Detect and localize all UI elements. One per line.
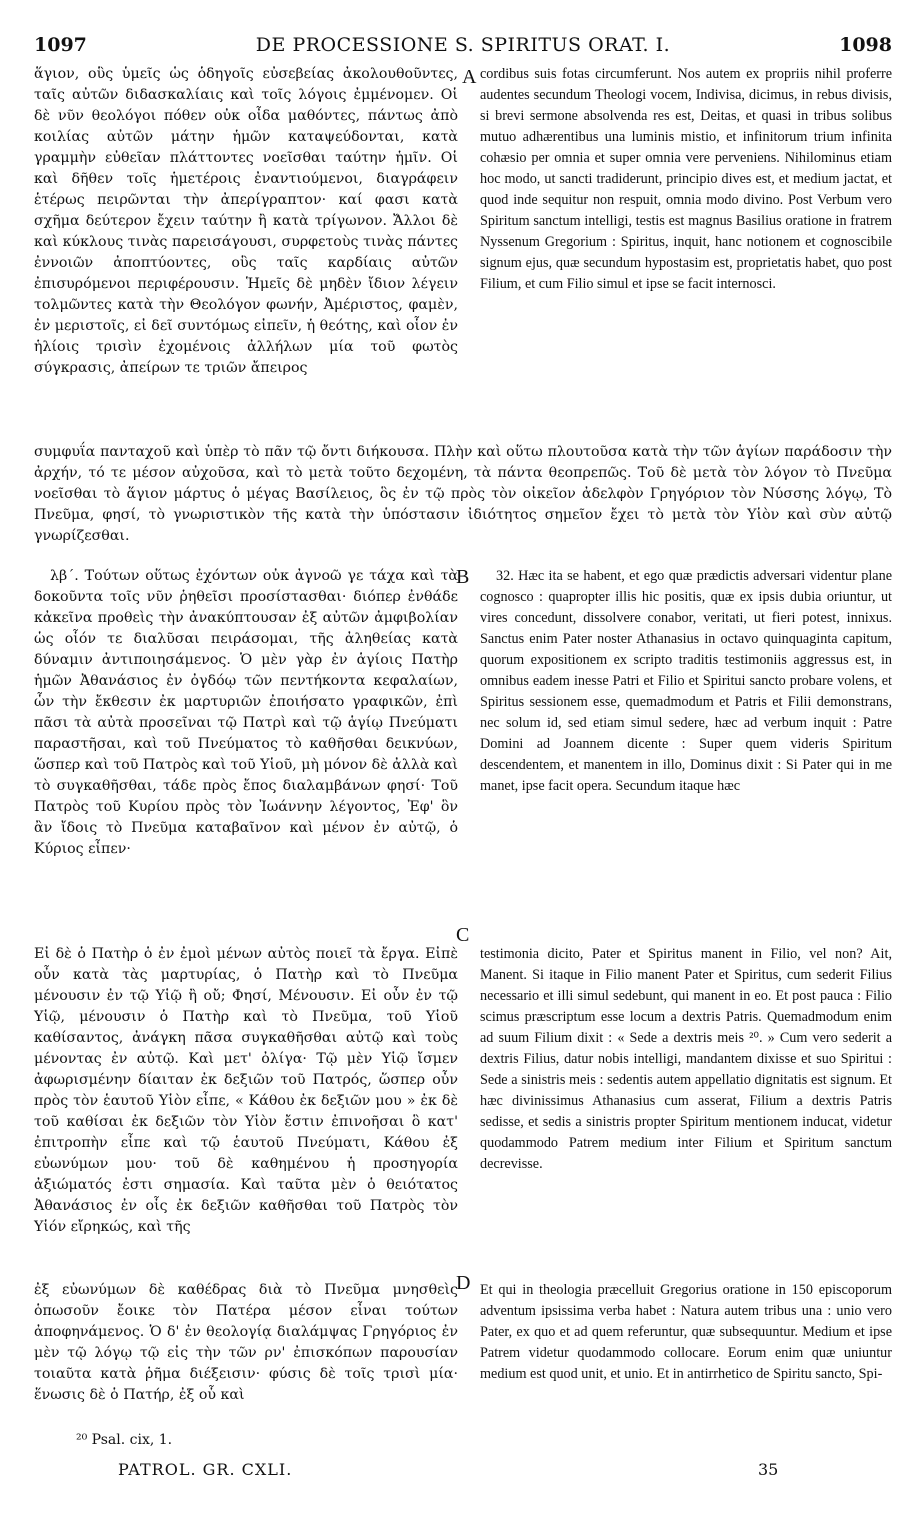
page-number-left: 1097 <box>34 34 87 56</box>
latin-column-c <box>480 944 892 1175</box>
greek-column-b <box>34 566 458 860</box>
margin-marker-a: A <box>462 66 477 88</box>
greek-column-d <box>34 1280 458 1406</box>
latin-column-d <box>480 1280 892 1385</box>
latin-column-b <box>480 566 892 797</box>
running-title: DE PROCESSIONE S. SPIRITUS ORAT. I. <box>255 34 671 56</box>
greek-full-width <box>34 442 892 547</box>
margin-marker-c: C <box>456 924 470 946</box>
margin-marker-d: D <box>456 1272 471 1294</box>
footer-signature-number: 35 <box>758 1460 779 1479</box>
latin-text-b: 32. Hæc ita se habent, et ego quæ prædictis adversari videntur plane cognosco : quapropter illis hic positis, quæ ex ipsis dubia oriuntur, ut vires concedunt, dissolvere conabor, veritati, ut fieri potest, innixus. Sanctus enim Pater noster Athanasius in octavo quinquaginta capitum, quorum expositionem ex scripto traditis testimoniis aggressus est, in omnibus eadem inesse Patri et Filio et Spiritui sancto probare volens, et Spiritus sessionem esse, quemadmodum et Patris et Filii demonstrans, nec solum id, sed etiam simul sedere, hæc ad verbum inquit : Patre Domini ad Joannem dicente : Super quem videris Spiritum descendentem, et manentem in illo, Dominus dixit : Si Pater qui in me manet, ipse facit opera. Secundum itaque hæc <box>480 568 892 794</box>
page-number-right: 1098 <box>839 34 892 56</box>
greek-full-width-text: συμφυΐα πανταχοῦ καὶ ὑπὲρ τὸ πᾶν τῷ ὄντι διήκουσα. Πλὴν καὶ οὕτω πλουτοῦσα κατὰ τὴν τῶν ἁγίων παράδοσιν τὴν ἀρχήν, τό τε μέσον αὐχοῦσα, καὶ τὸ μετὰ τοῦτο δεχομένη, τὰ πάντα θεοπρεπῶς. Τοῦ δὲ μετὰ τὸν λόγον τὸ Πνεῦμα νοεῖσθαι τὸ ἅγιον μάρτυς ὁ μέγας Βασίλειος, ὃς ἐν τῷ πρὸς τὸν οἰκεῖον ἀδελφὸν Γρηγόριον τὸν Νύσσης λόγῳ, Τὸ Πνεῦμα, φησί, τὸ γνωριστικὸν τῆς κατὰ τὴν ὑπόστασιν ἰδιότητος σημεῖον ἔχει τὸ μετὰ τὸν Υἱὸν καὶ σὺν αὐτῷ γνωρίζεσθαι. <box>34 444 892 544</box>
latin-text-c: testimonia dicito, Pater et Spiritus manent in Filio, vel non? Ait, Manent. Si itaque in Filio manent Pater et Spiritus, cum sederit Filius necessario et illi simul sedebunt, qui manent in eo. Et post pauca : Filio scimus præscriptum esse locum a dextris Patris. Quemadmodum enim ad suum Filium dixit : « Sede a dextris meis ²⁰. » Cum vero sederit a dextris Filius, datur nobis intelligi, mandantem dixisse et suo Spiritui : Sede a sinistris meis : sedentis autem appellatio dignitatis est signum. Et hæc divinissimus Athanasius cum asserat, Filium a dextris Patris sedisse, et sedis a sinistris propter Spiritum mentionem inducat, videtur quodammodo Patrem medium inter Filium et Spiritum sanctum decrevisse. <box>480 946 892 1172</box>
greek-column-c <box>34 944 458 1238</box>
greek-text-d: ἐξ εὐωνύμων δὲ καθέδρας διὰ τὸ Πνεῦμα μνησθεὶς ὁπωσοῦν ἔοικε τὸν Πατέρα μέσον εἶναι τούτων ἀποφηνάμενος. Ὁ δ' ἐν θεολογίᾳ διαλάμψας Γρηγόριος ἐν μὲν τῷ λόγῳ τῷ εἰς τὴν τῶν ρν' ἐπισκόπων παρουσίαν τοιαῦτα κατὰ ῥῆμα διέξεισιν· φύσις δὲ τοῖς τρισὶ μία· ἕνωσις δὲ ὁ Πατήρ, ἐξ οὗ καὶ <box>34 1282 458 1403</box>
footer-series-label: PATROL. GR. CXLI. <box>118 1460 293 1479</box>
margin-marker-b: B <box>456 566 470 588</box>
latin-column-a <box>480 64 892 295</box>
greek-text-c: Εἰ δὲ ὁ Πατὴρ ὁ ἐν ἐμοὶ μένων αὐτὸς ποιεῖ τὰ ἔργα. Εἰπὲ οὖν κατὰ τὰς μαρτυρίας, ὁ Πατὴρ καὶ τὸ Πνεῦμα μένουσιν ἐν τῷ Υἱῷ ἢ οὔ; Φησί, Μένουσιν. Εἰ οὖν ἐν τῷ Υἱῷ, μένουσιν ὁ Πατὴρ καὶ τὸ Πνεῦμα, τοῦ Υἱοῦ καθίσαντος, ἀνάγκη πᾶσα συγκαθῆσθαι αὐτῷ καὶ τοὺς μένοντας ἐν αὐτῷ. Καὶ μετ' ὀλίγα· Τῷ μὲν Υἱῷ ἴσμεν ἀφωρισμένην δίαιταν ἐκ δεξιῶν τοῦ Πατρός, ὥσπερ οὖν πρὸς τὸν ἑαυτοῦ Υἱὸν εἶπε, « Κάθου ἐκ δεξιῶν μου » ἐκ δὲ τοῦ καθίσαι ἐκ δεξιῶν τὸν Υἱὸν ἔστιν ἐπινοῆσαι ὃ κατ' ἐπιτροπὴν εἶπε καὶ τῷ ἑαυτοῦ Πνεύματι, Κάθου ἐξ εὐωνύμων μου· τοῦ δὲ καθημένου ἡ προσηγορία ἀξιώματός ἐστι σημασία. Καὶ ταῦτα μὲν ὁ θειότατος Ἀθανάσιος ἐν οἷς ἐκ δεξιῶν καθῆσθαι τοῦ Πατρὸς τὸν Υἱόν εἴρηκώς, καὶ τῆς <box>34 946 458 1235</box>
running-header <box>34 32 892 66</box>
footnote: ²⁰ Psal. cix, 1. <box>76 1432 173 1448</box>
latin-text-a: cordibus suis fotas circumferunt. Nos autem ex propriis nihil proferre audentes secundum Theologi vocem, Indivisa, dicimus, in rebus divisis, si brevi sermone absolvenda res est, Deitas, et quasi in tribus solibus mutuo adhærentibus una luminis mistio, et infinitorum trium infinita cohæsio per omnia et super omnia vere perveniens. Nihilominus etiam hoc modo, ut sancti tradiderunt, principio dives est, et medium jactat, et quod inde sequitur non respuit, omnia modo divino. Post Verbum vero Spiritum sanctum intelligi, testis est magnus Basilius oratione in fratrem Nyssenum Gregorium : Spiritus, inquit, hanc notionem et cognoscibile signum ejus, quæ secundum hypostasim est, proprietatis habet, quo post Filium, et cum Filio simul et ipse se facit internosci. <box>480 66 892 292</box>
greek-column-a <box>34 64 458 379</box>
greek-text-a: ἅγιον, οὓς ὑμεῖς ὡς ὁδηγοῖς εὐσεβείας ἀκολουθοῦντες, ταῖς αὐτῶν διδασκαλίαις καὶ τοῖς λόγοις ἐμμένομεν. Οἱ δὲ νῦν θεολόγοι πόθεν οὐκ οἶδα μαθόντες, πάντως ἀπὸ κοιλίας αὐτῶν μάτην ἡμῶν καταψεύδονται, κατὰ γραμμὴν εὐθεῖαν πλάττοντες νοεῖσθαι ταύτην ἡμῖν. Οἱ καὶ δῆθεν τοῖς ἡμετέροις ἐναντιούμενοι, διαγράφειν ἑτέρως πειρῶνται τὴν ἀπερίγραπτον· καί φασι κατὰ σχῆμα δεύτερον ἔχειν ταύτην ἢ κατὰ τρίγωνον. Ἄλλοι δὲ καὶ κύκλους τινὰς παρεισάγουσι, συρφετοὺς τινὰς πάντες ἐννοιῶν ἀποπτύοντες, οὓς ταῖς καρδίαις αὐτῶν ἐπισυρόμενοι περιφέρουσιν. Ἡμεῖς δὲ μηδὲν ἴδιον λέγειν τολμῶντες κατὰ τὴν Θεολόγον φωνήν, Ἀμέριστος, φαμὲν, ἐν μεριστοῖς, εἰ δεῖ συντόμως εἰπεῖν, ἡ θεότης, καὶ οἷον ἐν ἡλίοις τρισὶν ἐχομένοις ἀλλήλων μία τοῦ φωτὸς σύγκρασις, ἀπείρων τε τριῶν ἄπειρος <box>34 66 458 376</box>
latin-text-d: Et qui in theologia præcelluit Gregorius oratione in 150 episcoporum adventum ipsissima verba habet : Natura autem tribus una : unio vero Pater, ex quo et ad quem referuntur, quæ subsequuntur. Medium et ipse Patrem videtur quodammodo collocare. Eorum enim quæ uniuntur medium est quod unit, et unio. Et in antirrhetico de Spiritu sancto, Spi- <box>480 1282 892 1382</box>
greek-text-b: λβ΄. Τούτων οὕτως ἐχόντων οὐκ ἀγνοῶ γε τάχα καὶ τὰ δοκοῦντα τοῖς νῦν ῥηθεῖσι προσίστασθαι· διόπερ ἐνθάδε κἀκεῖνα προθεὶς τὴν ἀνακύπτουσαν ἐξ αὐτῶν ἀμφιβολίαν ὡς οἷόν τε διαλῦσαι πειράσομαι, τῆς ἀληθείας κατὰ δύναμιν ἀντιποιησάμενος. Ὁ μὲν γὰρ ἐν ἁγίοις Πατὴρ ἡμῶν Ἀθανάσιος ἐν ὀγδόῳ τῶν πεντήκοντα κεφαλαίων, ὧν τὴν ἔκθεσιν ἐκ μαρτυριῶν ἐποιήσατο γραφικῶν, ἐπὶ πᾶσι τὰ αὐτὰ προσεῖναι τῷ Πατρὶ καὶ τῷ ἁγίῳ Πνεύματι παραστῆσαι, καὶ τοῦ Πνεύματος τὸ καθῆσθαι δεικνύων, ὥσπερ καὶ τοῦ Πατρὸς καὶ τοῦ Υἱοῦ, μὴ μόνον δὲ ἀλλὰ καὶ τὸ συγκαθῆσθαι, τάδε πρὸς ἔπος διαλαμβάνων φησί· Τοῦ Πατρὸς τοῦ Κυρίου πρὸς τὸν Ἰωάννην λέγοντος, Ἐφ' ὃν ἂν ἴδοις τὸ Πνεῦμα καταβαῖνον καὶ μένον ἐν αὐτῷ, ὁ Κύριος εἶπεν· <box>34 568 458 857</box>
